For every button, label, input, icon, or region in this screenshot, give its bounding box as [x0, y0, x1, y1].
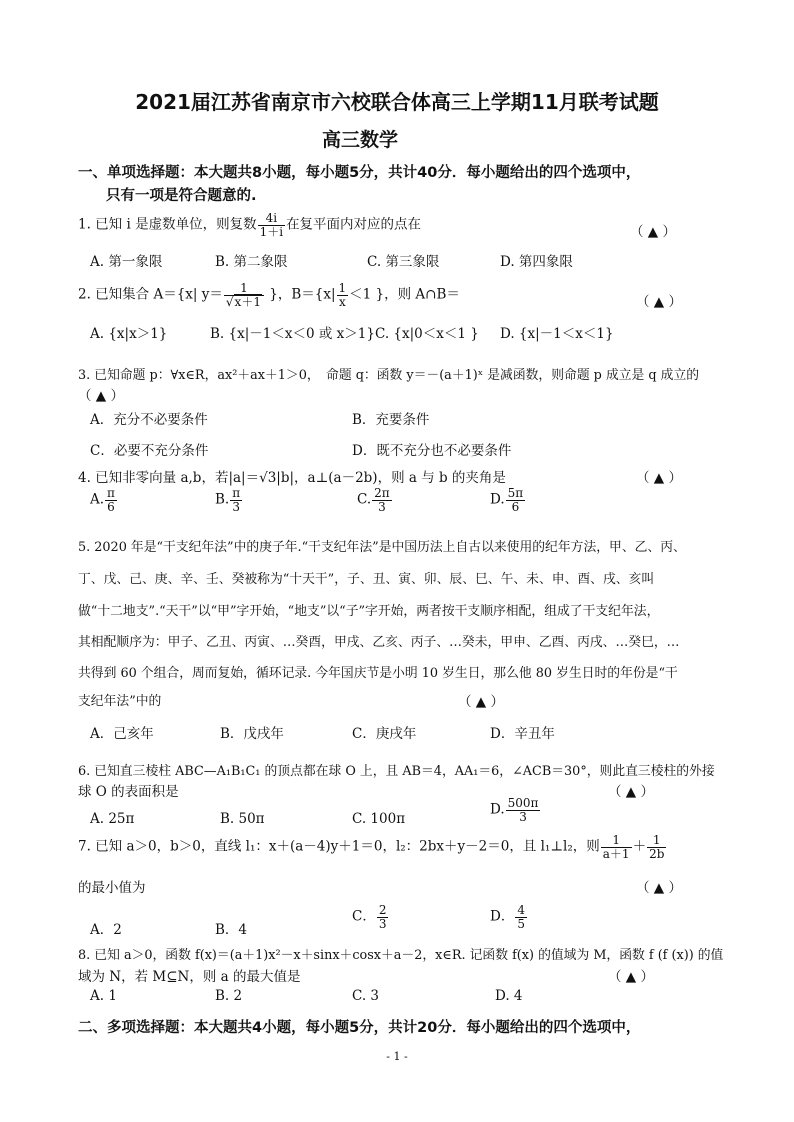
q2-option-d: D. {x|－1＜x＜1}	[500, 326, 614, 342]
q7-option-c-fraction	[377, 904, 389, 930]
q1-frac-den: 1＋i	[259, 224, 284, 239]
q2-frac2-den: x	[338, 294, 346, 309]
q2-option-c: C. {x|0＜x＜1 }	[375, 326, 479, 342]
section2-heading-line1: 二、多项选择题：本大题共4小题，每小题5分，共计20分．每小题给出的四个选项中，	[78, 1020, 641, 1036]
q4-answer-mark: （ ▲ ）	[636, 470, 682, 486]
question-3-stem: 3. 已知命题 p：∀x∈R，ax²＋ax＋1＞0， 命题 q：函数 y＝－(a＋1)ˣ 是减函数，则命题 p 成立是 q 成立的	[78, 368, 700, 383]
q8-answer-mark: （ ▲ ）	[608, 969, 654, 985]
q7-fraction-1	[601, 834, 632, 860]
question-7-line-1	[78, 834, 667, 860]
q7-option-c-label: C．	[352, 908, 376, 925]
q4-option-a-fraction	[105, 487, 117, 513]
question-6-line-1: 6. 已知直三棱柱 ABC—A₁B₁C₁ 的顶点都在球 O 上，且 AB＝4，AA₁＝6，∠ACB＝30°，则此直三棱柱的外接	[78, 764, 715, 779]
q1-answer-mark: （ ▲ ）	[630, 224, 676, 240]
q7-d-den: 5	[517, 916, 525, 931]
q5-option-d: D．辛丑年	[490, 726, 555, 742]
q4-option-a-label: A.	[90, 491, 105, 508]
q7-f2-num: 1	[647, 834, 666, 848]
q8-option-d: D. 4	[495, 988, 523, 1004]
q6-option-d	[490, 797, 541, 823]
q8-option-b: B. 2	[215, 988, 243, 1004]
q2-pre: 2. 已知集合 A＝{x| y＝	[78, 286, 223, 303]
question-8-line-2: 域为 N，若 M⊆N，则 a 的最大值是	[78, 969, 301, 985]
q2-frac-den-radicand: x＋1	[234, 294, 261, 309]
section1-heading-line2: 只有一项是符合题意的.	[106, 188, 257, 204]
q3-option-d: D．既不充分也不必要条件	[352, 443, 512, 459]
question-5-line-6: 支纪年法”中的	[78, 694, 162, 709]
q3-option-b: B．充要条件	[352, 412, 430, 428]
q3-answer-mark: （ ▲ ）	[78, 388, 124, 404]
q6-d-num: 500π	[507, 796, 539, 810]
q6-answer-mark: （ ▲ ）	[608, 784, 654, 800]
q4-option-b-fraction	[230, 487, 242, 513]
q7-c-den: 3	[378, 916, 387, 931]
q6-option-d-fraction	[506, 797, 541, 823]
q2-answer-mark: （ ▲ ）	[636, 294, 682, 310]
q5-option-b: B．戊戌年	[220, 726, 284, 742]
question-5-line-3: 做“十二地支”.“天干”以“甲”字开始，“地支”以“子”字开始，两者按干支顺序相配，组成了干支纪年法，	[78, 604, 660, 619]
q1-option-c: C. 第三象限	[367, 254, 440, 270]
q7-option-d-fraction	[515, 904, 527, 930]
q5-option-a: A．己亥年	[90, 726, 154, 742]
q4-option-d	[490, 487, 526, 513]
q1-pre: 1. 已知 i 是虚数单位，则复数	[78, 216, 257, 233]
question-2-stem	[78, 282, 460, 308]
page-number: - 1 -	[386, 1050, 408, 1063]
q7-option-d	[490, 904, 528, 930]
question-8-line-1: 8. 已知 a＞0，函数 f(x)＝(a＋1)x²－x＋sinx＋cosx＋a－2，x∈R. 记函数 f(x) 的值域为 M，函数 f (f (x)) 的值	[78, 948, 724, 963]
question-6-line-2: 球 O 的表面积是	[78, 784, 179, 800]
q3-option-c: C．必要不充分条件	[90, 443, 209, 459]
question-5-line-4: 其相配顺序为：甲子、乙丑、丙寅、…癸酉，甲戌、乙亥、丙子、…癸未，甲申、乙酉、丙戌、…癸巳，…	[78, 635, 680, 650]
q4-b-den: 3	[232, 499, 240, 514]
q2-frac-num: 1	[224, 282, 264, 296]
q2-fraction	[224, 282, 264, 308]
page-title: 2021届江苏省南京市六校联合体高三上学期11月联考试题	[135, 90, 659, 114]
q7-option-b: B．4	[215, 922, 248, 938]
q4-a-den: 6	[107, 499, 115, 514]
q4-option-d-label: D.	[490, 491, 505, 508]
q6-option-a: A. 25π	[90, 811, 135, 827]
q2-frac-den: √x＋1	[225, 294, 261, 309]
q7-d-num: 4	[517, 903, 525, 917]
q1-option-a: A. 第一象限	[90, 254, 163, 270]
q1-option-d: D. 第四象限	[500, 254, 573, 270]
q7-option-a: A．2	[90, 922, 122, 938]
q4-d-den: 6	[511, 499, 520, 514]
q4-b-num: π	[232, 486, 241, 500]
q2-option-a: A. {x|x＞1}	[90, 326, 168, 342]
q2-fraction-2	[337, 282, 349, 308]
q1-option-b: B. 第二象限	[215, 254, 288, 270]
q3-option-a: A．充分不必要条件	[90, 412, 208, 428]
q6-option-b: B. 50π	[220, 811, 265, 827]
q4-c-num: 2π	[374, 486, 390, 500]
q4-option-d-fraction	[506, 487, 526, 513]
question-5-line-1: 5. 2020 年是“干支纪年法”中的庚子年.“干支纪年法”是中国历法上自古以来使用的纪年方法，甲、乙、丙、	[78, 540, 686, 555]
q7-option-d-label: D．	[490, 908, 515, 925]
question-1-stem	[78, 212, 421, 238]
q7-fraction-2	[647, 834, 666, 860]
q4-option-b	[215, 487, 243, 513]
q6-d-den: 3	[519, 809, 527, 824]
q1-fraction	[258, 212, 285, 238]
question-4-stem: 4. 已知非零向量 a,b，若|a|＝√3|b|，a⊥(a－2b)，则 a 与 b 的夹角是	[78, 470, 506, 486]
q8-option-a: A. 1	[90, 988, 117, 1004]
q7-answer-mark: （ ▲ ）	[636, 880, 682, 896]
q6-option-c: C. 100π	[352, 811, 406, 827]
q4-a-num: π	[107, 486, 115, 500]
q4-option-b-label: B.	[215, 491, 230, 508]
q5-answer-mark: （ ▲ ）	[458, 694, 504, 710]
q7-f1-num: 1	[601, 834, 632, 848]
q2-option-b: B. {x|－1＜x＜0 或 x＞1}	[210, 326, 375, 342]
q7-c-num: 2	[378, 903, 387, 917]
q6-option-d-label: D.	[490, 801, 505, 818]
q7-stem-text: 7. 已知 a＞0，b＞0，直线 l₁：x＋(a－4)y＋1＝0，l₂：2bx＋y－2＝0，且 l₁⊥l₂，则	[78, 838, 600, 855]
q2-frac2-num: 1	[338, 281, 347, 295]
q8-option-c: C. 3	[352, 988, 380, 1004]
question-7-line-2: 的最小值为	[78, 880, 146, 896]
question-5-line-5: 共得到 60 个组合，周而复始，循环记录. 今年国庆节是小明 10 岁生日，那么他 80 岁生日时的年份是“干	[78, 666, 678, 681]
q1-frac-num: 4i	[258, 212, 285, 226]
q4-option-c-fraction	[372, 487, 392, 513]
q5-option-c: C．庚戌年	[352, 726, 417, 742]
q4-c-den: 3	[378, 499, 386, 514]
q1-post: 在复平面内对应的点在	[286, 216, 422, 233]
q7-plus: ＋	[632, 838, 647, 855]
section1-heading-line1: 一、单项选择题：本大题共8小题，每小题5分，共计40分．每小题给出的四个选项中，	[78, 165, 641, 181]
page-subtitle: 高三数学	[322, 129, 399, 151]
q2-mid: }，B＝{x|	[264, 286, 336, 303]
q7-option-c	[352, 904, 389, 930]
q2-post: ＜1 }，则 A∩B＝	[349, 286, 460, 303]
q4-option-c-label: C.	[357, 491, 372, 508]
q7-f2-den: 2b	[649, 846, 665, 861]
question-5-line-2: 丁、戊、己、庚、辛、壬、癸被称为“十天干”，子、丑、寅、卯、辰、巳、午、未、申、酉、戌、亥叫	[78, 572, 655, 587]
q7-f1-den: a＋1	[602, 846, 630, 861]
q4-option-c	[357, 487, 393, 513]
q4-option-a	[90, 487, 118, 513]
q4-d-num: 5π	[507, 486, 524, 500]
